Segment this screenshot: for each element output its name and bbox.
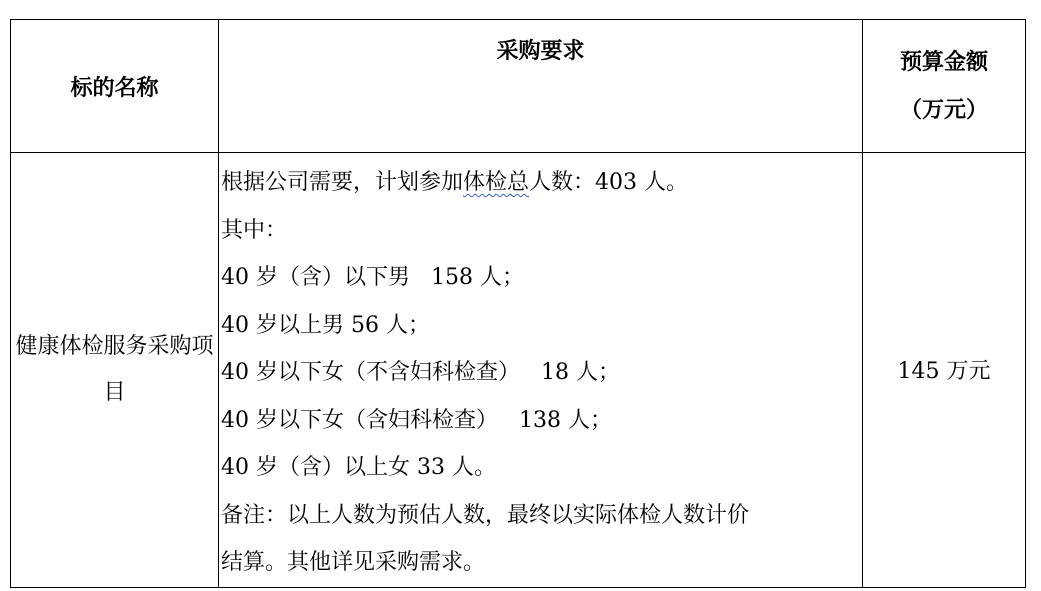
requirement-text: 根据公司需要，计划参加 — [221, 170, 464, 195]
header-item-name-cell — [11, 20, 219, 153]
requirement-text: 人数：403 人。 — [529, 170, 689, 195]
spellcheck-underlined-text: 体检总 — [463, 170, 530, 195]
requirement-line-remark-cont: 结算。其他详见采购需求。 — [221, 550, 486, 575]
requirement-line-female-over-40: 40 岁（含）以上女 33 人。 — [221, 455, 496, 480]
table-header-row — [11, 20, 1026, 153]
header-budget-unit: （万元） — [899, 97, 988, 123]
requirement-line-female-under-40-no-gyn: 40 岁以下女（不含妇科检查） 18 人； — [221, 360, 620, 385]
procurement-table — [10, 19, 1026, 588]
header-requirement-cell — [219, 20, 863, 153]
requirement-line-male-over-40: 40 岁以上男 56 人； — [221, 312, 430, 338]
header-item-name: 标的名称 — [70, 74, 159, 101]
item-name: 健康体检服务采购项目 — [15, 333, 214, 405]
requirement-line-total — [221, 159, 862, 207]
requirement-line-male-under-40: 40 岁（含）以下男 158 人； — [221, 265, 524, 290]
requirement-cell — [219, 153, 863, 588]
requirement-line-female-under-40-gyn: 40 岁以下女（含妇科检查） 138 人； — [221, 407, 612, 433]
item-name-cell — [11, 153, 219, 588]
header-budget-cell — [863, 20, 1026, 153]
header-requirement: 采购要求 — [496, 38, 585, 64]
table-row — [11, 153, 1026, 588]
budget-cell — [863, 153, 1026, 588]
header-budget-label: 预算金额 — [899, 49, 988, 75]
requirement-line-among: 其中： — [221, 217, 288, 243]
requirement-line-remark: 备注：以上人数为预估人数，最终以实际体检人数计价 — [221, 502, 750, 528]
budget-amount: 145 万元 — [897, 359, 991, 385]
